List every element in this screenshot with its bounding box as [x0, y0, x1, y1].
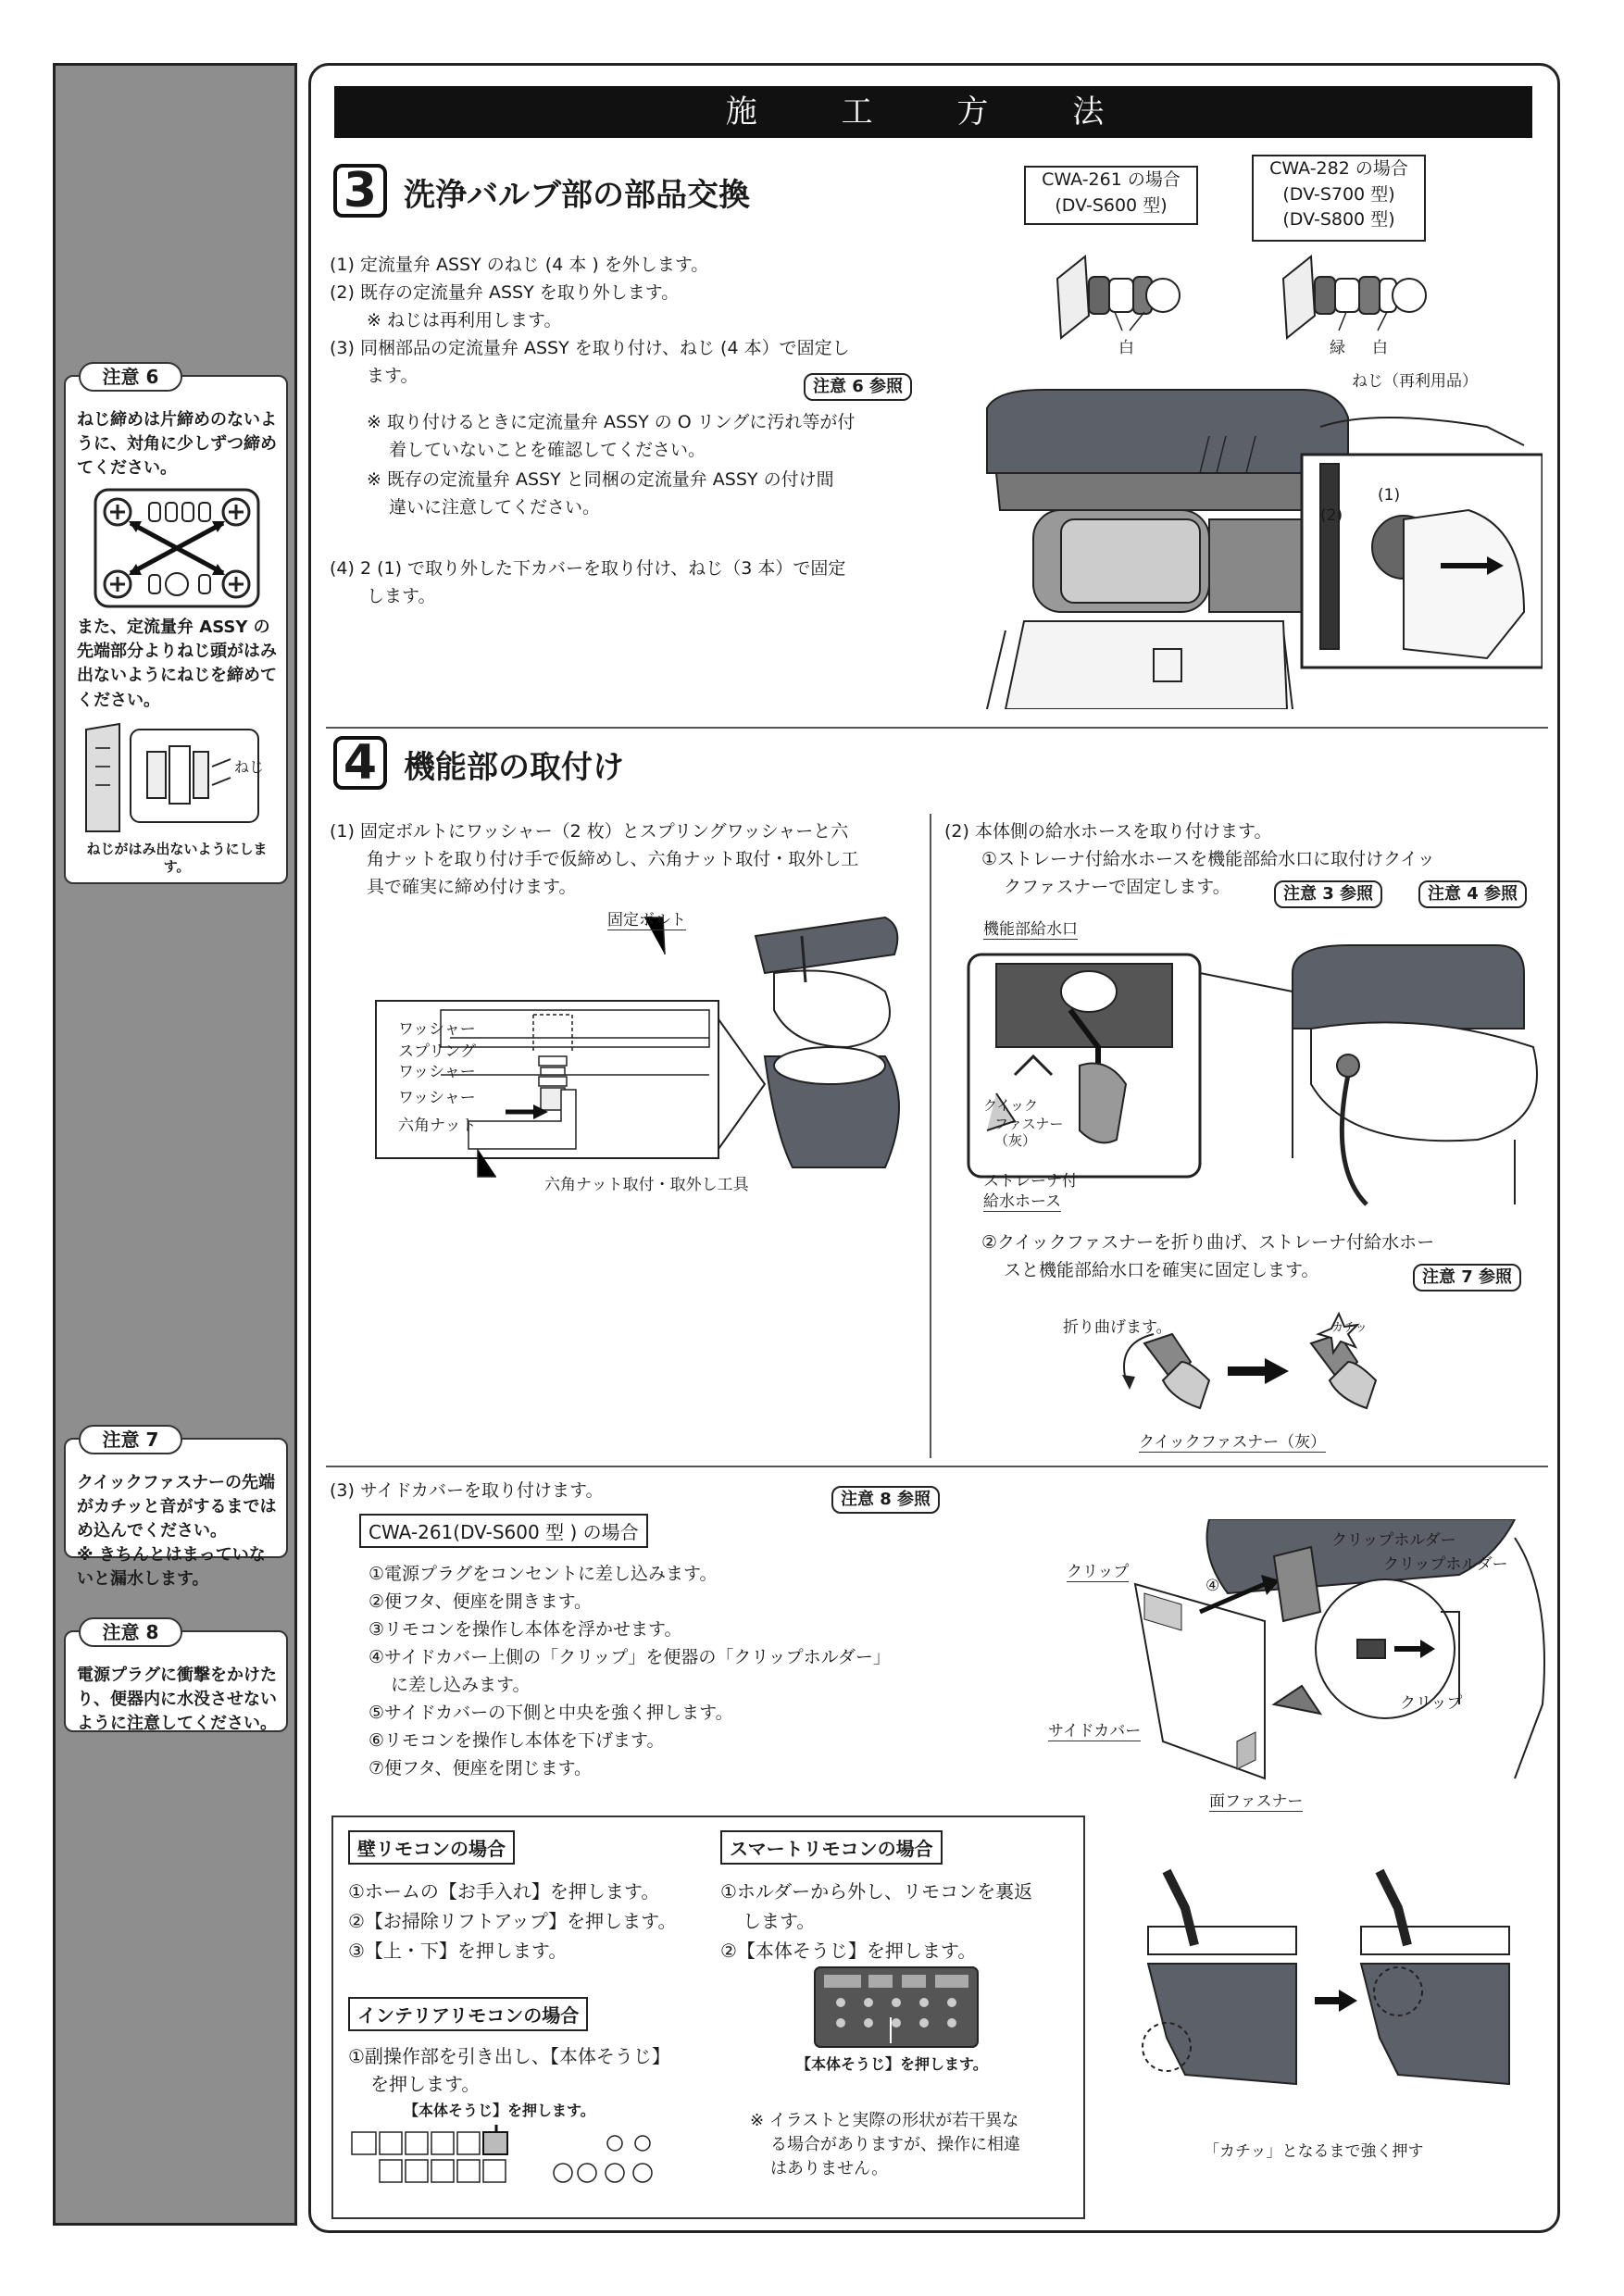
note-8-tab: 注意 8	[79, 1617, 182, 1647]
interior-item-1: ①副操作部を引き出し、【本体そうじ】	[348, 2045, 670, 2067]
label-inlet: 機能部給水口	[983, 916, 1078, 940]
model-b-line1: CWA-282 の場合	[1269, 158, 1408, 179]
label-strainer-1: ストレーナ付	[983, 1172, 1078, 1191]
toilet-tank-figure	[968, 371, 1543, 709]
smart-item-1b: します。	[743, 1910, 816, 1932]
divider-vertical	[930, 814, 931, 1458]
s4-step2-2a: ②クイックファスナーを折り曲げ、ストレーナ付給水ホー	[981, 1232, 1435, 1253]
s3-note-b1: ※ 既存の定流量弁 ASSY と同梱の定流量弁 ASSY の付け間	[367, 469, 834, 490]
label-strainer-2: 給水ホース	[983, 1188, 1061, 1212]
side-item-2: ②便フタ、便座を開きます。	[369, 1591, 593, 1612]
section-4-title: 機能部の取付け	[404, 749, 624, 786]
side-step3: (3) サイドカバーを取り付けます。	[330, 1480, 604, 1501]
main-panel	[308, 63, 1560, 2233]
note-8-box	[64, 1621, 288, 1734]
s3-note-a1: ※ 取り付けるときに定流量弁 ASSY の O リングに汚れ等が付	[367, 412, 856, 432]
label-hex-tool: 六角ナット取付・取外し工具	[544, 1176, 749, 1194]
s3-note-a2: 着していないことを確認してください。	[389, 440, 706, 460]
label-screw-reuse: ねじ（再利用品）	[1352, 372, 1478, 391]
smart-remote-title: スマートリモコンの場合	[720, 1830, 943, 1865]
wall-remote-title: 壁リモコンの場合	[348, 1830, 515, 1865]
push-cover-figure	[1130, 1853, 1518, 2093]
note-6-text: ねじ締めは片締めのないように、対角に少しずつ締めてください。	[77, 410, 277, 479]
s3-step2: (2) 既存の定流量弁 ASSY を取り外します。	[330, 282, 680, 303]
label-fastener: 面ファスナー	[1209, 1788, 1303, 1812]
wall-item-2: ②【お掃除リフトアップ】を押します。	[348, 1910, 677, 1932]
s3-step2-note: ※ ねじは再利用します。	[367, 310, 562, 331]
s4-step2-2b: スと機能部給水口を確実に固定します。	[1004, 1260, 1319, 1280]
model-a-line2: (DV-S600 型)	[1055, 194, 1168, 216]
label-step-4: ④	[1206, 1577, 1220, 1595]
smart-item-1: ①ホルダーから外し、リモコンを裏返	[720, 1880, 1033, 1903]
label-quick-3: （灰）	[994, 1132, 1037, 1149]
s3-step1: (1) 定流量弁 ASSY のねじ (4 本 ) を外します。	[330, 255, 709, 275]
s3-step4b: します。	[367, 586, 436, 606]
wall-item-1: ①ホームの【お手入れ】を押します。	[348, 1880, 660, 1903]
disclaimer-1: ※ イラストと実際の形状が若干異な	[750, 2111, 1019, 2130]
label-click: カチッ	[1331, 1321, 1368, 1335]
smart-remote-caption: 【本体そうじ】を押します。	[796, 2055, 988, 2073]
label-white-a: 白	[1118, 339, 1134, 357]
label-spring-1: スプリング	[398, 1042, 476, 1061]
divider-side	[326, 1466, 1548, 1467]
s3-note-b2: 違いに注意してください。	[389, 497, 601, 518]
page-header: 施 工 方 法	[334, 86, 1532, 138]
smart-item-2: ②【本体そうじ】を押します。	[720, 1940, 977, 1962]
interior-remote-title: インテリアリモコンの場合	[348, 1997, 588, 2031]
label-step-1: (1)	[1378, 486, 1401, 505]
label-hex-nut: 六角ナット	[398, 1117, 477, 1135]
label-white-b: 白	[1372, 339, 1388, 357]
side-item-7: ⑦便フタ、便座を閉じます。	[369, 1758, 593, 1778]
section-3-title: 洗浄バルブ部の部品交換	[404, 177, 750, 214]
s4-step1b: 角ナットを取り付け手で仮締めし、六角ナット取付・取外し工	[367, 849, 859, 869]
ref-note-6: 注意 6 参照	[804, 373, 912, 401]
interior-item-1b: を押します。	[370, 2073, 481, 2095]
wall-item-3: ③【上・下】を押します。	[348, 1940, 568, 1962]
smart-remote-figure	[813, 1965, 980, 2049]
diagonal-tightening-figure	[94, 488, 260, 608]
note-7-box	[64, 1429, 288, 1590]
label-spring-2: ワッシャー	[398, 1063, 476, 1081]
note-6-box	[64, 366, 288, 884]
label-clip-holder-1: クリップホルダー	[1331, 1531, 1456, 1550]
label-clip-holder-2: クリップホルダー	[1383, 1555, 1508, 1574]
valve-figure-a	[1048, 251, 1187, 343]
label-washer-top: ワッシャー	[398, 1020, 476, 1039]
model-box-cwa261	[1024, 166, 1198, 225]
label-push-until-click: 「カチッ」となるまで強く押す	[1204, 2142, 1424, 2161]
divider-3-4	[326, 727, 1548, 729]
label-clip-2: クリップ	[1400, 1694, 1463, 1713]
note-7-warning: ※ きちんとはまっていないと漏水します。	[77, 1545, 266, 1590]
s3-step3b: ます。	[367, 366, 418, 386]
ref-note-8: 注意 8 参照	[831, 1486, 940, 1514]
note-6-caption: ねじがはみ出ないようにします。	[86, 840, 268, 876]
s4-step2-1b: クファスナーで固定します。	[1004, 877, 1230, 897]
interior-remote-figure	[350, 2125, 674, 2190]
label-clip: クリップ	[1067, 1558, 1129, 1582]
label-quick-2: ファスナー	[994, 1116, 1064, 1132]
sidebar	[53, 63, 297, 2226]
s4-step2: (2) 本体側の給水ホースを取り付けます。	[944, 821, 1272, 842]
valve-figure-b	[1274, 251, 1431, 343]
s4-step1c: 具で確実に締め付けます。	[367, 877, 577, 897]
side-item-3: ③リモコンを操作し本体を浮かせます。	[369, 1619, 682, 1640]
section-4-number: 4	[333, 736, 387, 790]
label-side-cover: サイドカバー	[1048, 1717, 1141, 1741]
model-b-line3: (DV-S800 型)	[1282, 209, 1395, 231]
note-7-text: クイックファスナーの先端がカチッと音がするまではめ込んでください。	[77, 1473, 277, 1541]
label-bolt: 固定ボルト	[607, 906, 686, 930]
disclaimer-2: る場合がありますが、操作に相違	[770, 2135, 1020, 2154]
note-6-tab: 注意 6	[79, 362, 182, 392]
label-green: 緑	[1330, 339, 1345, 357]
label-washer-bottom: ワッシャー	[398, 1089, 476, 1107]
model-a-line1: CWA-261 の場合	[1042, 169, 1181, 190]
side-item-5: ⑤サイドカバーの下側と中央を強く押します。	[369, 1703, 733, 1723]
disclaimer-3: はありません。	[770, 2159, 889, 2178]
side-item-4b: に差し込みます。	[391, 1675, 531, 1695]
note-8-text: 電源プラグに衝撃をかけたり、便器内に水没させないように注意してください。	[77, 1666, 277, 1734]
s3-step3a: (3) 同梱部品の定流量弁 ASSY を取り付け、ねじ (4 本）で固定し	[330, 338, 850, 358]
side-item-4: ④サイドカバー上側の「クリップ」を便器の「クリップホルダー」	[369, 1647, 891, 1667]
note-7-tab: 注意 7	[79, 1425, 182, 1454]
s4-step2-1a: ①ストレーナ付給水ホースを機能部給水口に取付けクイッ	[981, 849, 1435, 869]
side-subtitle: CWA-261(DV-S600 型 ) の場合	[359, 1514, 648, 1548]
model-b-line2: (DV-S700 型)	[1282, 183, 1395, 205]
model-box-cwa282	[1252, 155, 1426, 242]
screw-label: ねじ	[234, 757, 265, 776]
side-item-1: ①電源プラグをコンセントに差し込みます。	[369, 1564, 718, 1584]
side-item-6: ⑥リモコンを操作し本体を下げます。	[369, 1730, 665, 1751]
interior-remote-caption: 【本体そうじ】を押します。	[404, 2102, 595, 2119]
label-quick-1: クイック	[983, 1097, 1038, 1114]
ref-note-4: 注意 4 参照	[1418, 880, 1527, 908]
label-quick-gray: クイックファスナー（灰）	[1139, 1429, 1326, 1453]
ref-note-7: 注意 7 参照	[1413, 1264, 1521, 1292]
screw-head-figure	[82, 720, 277, 841]
s4-step1a: (1) 固定ボルトにワッシャー（2 枚）とスプリングワッシャーと六	[330, 821, 849, 842]
label-fold: 折り曲げます。	[1063, 1318, 1172, 1337]
s3-step4a: (4) 2 (1) で取り外した下カバーを取り付け、ねじ（3 本）で固定	[330, 558, 846, 579]
label-step-2: (2)	[1320, 506, 1343, 525]
note-6-text-2: また、定流量弁 ASSY の先端部分よりねじ頭がはみ出ないようにねじを締めてください。	[77, 618, 277, 710]
section-3-number: 3	[333, 164, 387, 218]
ref-note-3: 注意 3 参照	[1274, 880, 1382, 908]
